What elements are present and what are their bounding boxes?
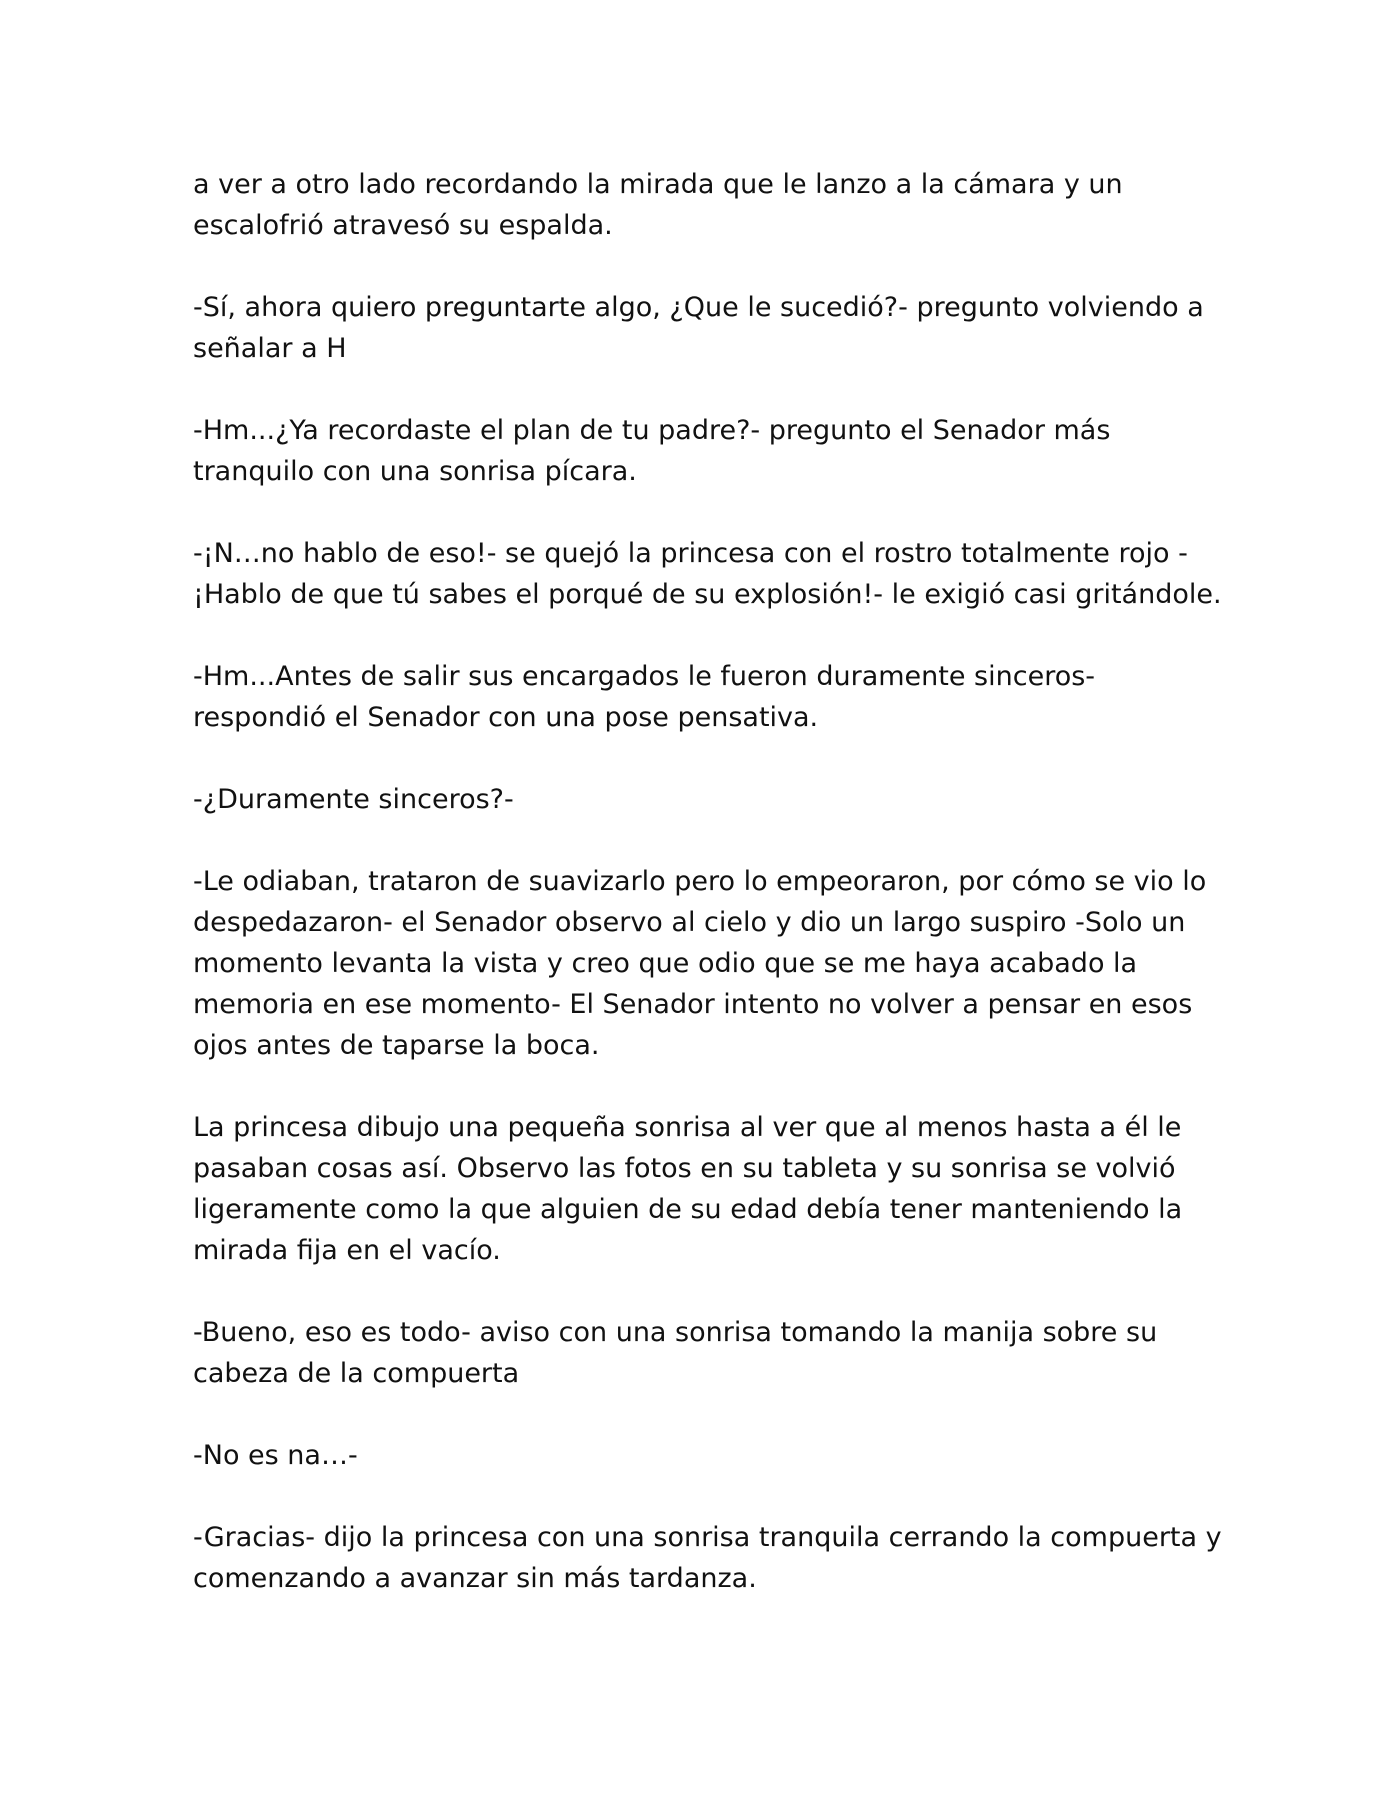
paragraph-5: -Hm...Antes de salir sus encargados le fueron duramente sinceros- respondió el Senador con una pose pensativa. <box>193 661 1096 733</box>
paragraph-2: -Sí, ahora quiero preguntarte algo, ¿Que le sucedió?- pregunto volviendo a señalar a H <box>193 292 1204 364</box>
paragraph-7: -Le odiaban, trataron de suavizarlo pero lo empeoraron, por cómo se vio lo despedazaron- el Senador observo al cielo y dio un largo suspiro -Solo un momento levanta la vista y creo que odio que se me haya acabado la memoria en ese momento- El Senador intento no volver a pensar en esos ojos antes de taparse la boca. <box>193 866 1207 1061</box>
paragraph-6: -¿Duramente sinceros?- <box>193 784 514 815</box>
paragraph-11: -Gracias- dijo la princesa con una sonrisa tranquila cerrando la compuerta y comenzando a avanzar sin más tardanza. <box>193 1522 1222 1594</box>
paragraph-4: -¡N…no hablo de eso!- se quejó la princesa con el rostro totalmente rojo - ¡Hablo de que tú sabes el porqué de su explosión!- le exigió casi gritándole. <box>193 538 1222 610</box>
paragraph-10: -No es na…- <box>193 1440 358 1471</box>
paragraph-9: -Bueno, eso es todo- aviso con una sonrisa tomando la manija sobre su cabeza de la compuerta <box>193 1317 1158 1389</box>
document-body <box>193 164 1223 1599</box>
paragraph-1: a ver a otro lado recordando la mirada que le lanzo a la cámara y un escalofrió atravesó su espalda. <box>193 169 1123 241</box>
paragraph-3: -Hm...¿Ya recordaste el plan de tu padre?- pregunto el Senador más tranquilo con una sonrisa pícara. <box>193 415 1111 487</box>
paragraph-8: La princesa dibujo una pequeña sonrisa al ver que al menos hasta a él le pasaban cosas así. Observo las fotos en su tableta y su sonrisa se volvió ligeramente como la que alguien de su edad debía tener manteniendo la mirada fija en el vacío. <box>193 1112 1183 1266</box>
